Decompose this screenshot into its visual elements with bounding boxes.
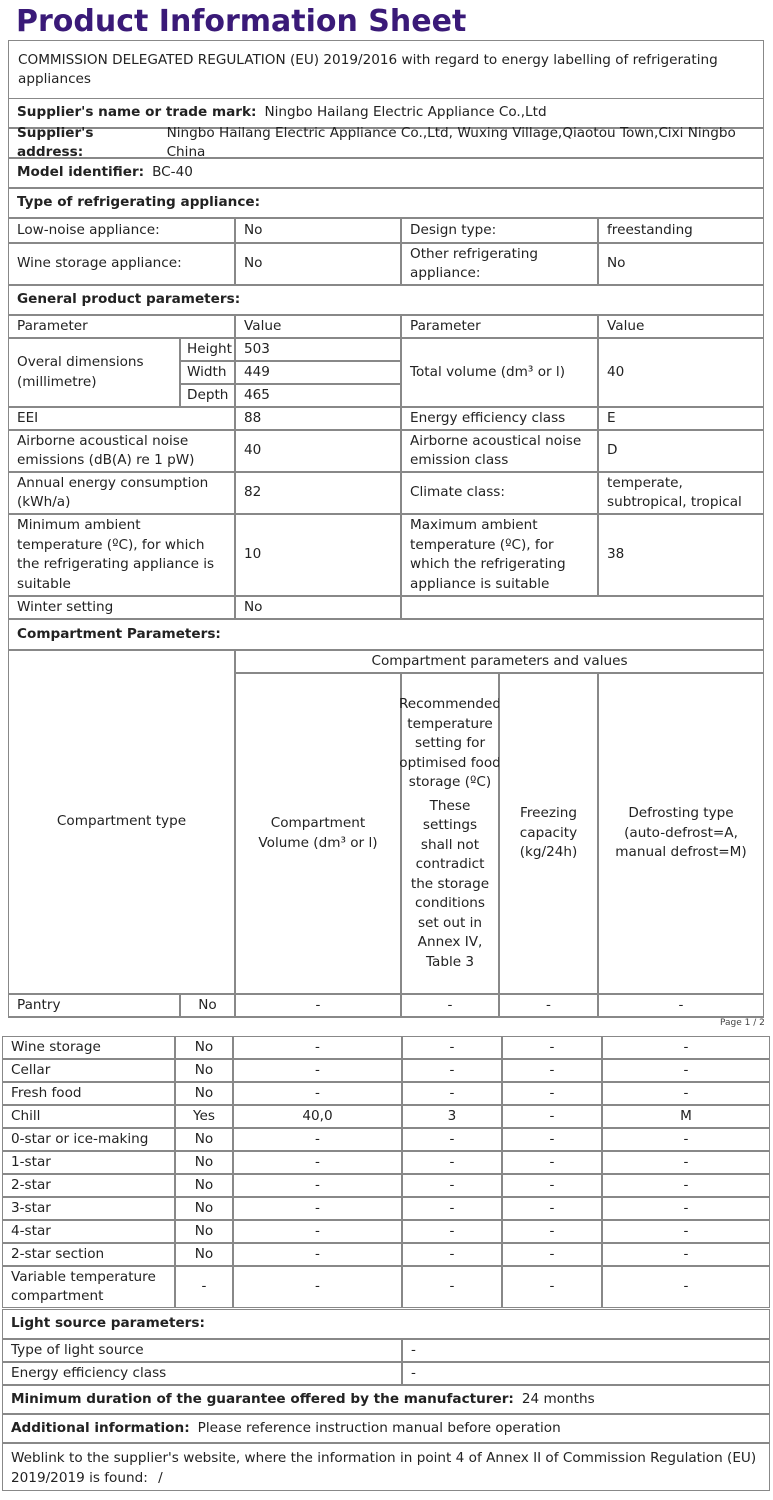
compartment-row-name: 4-star [2, 1220, 175, 1243]
compartment-row-volume: - [233, 1151, 402, 1174]
compartment-row-name: Chill [2, 1105, 175, 1128]
page-title: Product Information Sheet [16, 4, 467, 39]
light-heading: Light source parameters: [2, 1309, 770, 1339]
general-heading: General product parameters: [8, 285, 764, 315]
compartment-row-freezing: - [502, 1082, 602, 1105]
compartment-row-name: 2-star section [2, 1243, 175, 1266]
compartment-row-volume: - [233, 1220, 402, 1243]
compartment-row-defrost: - [602, 1266, 770, 1308]
compartment-row-name: Fresh food [2, 1082, 175, 1105]
guarantee-value: 24 months [521, 1390, 595, 1407]
compartment-row-temp: - [402, 1197, 502, 1220]
eei-label: EEI [8, 407, 235, 430]
compartment-row-freezing: - [502, 1197, 602, 1220]
temp-setting-header-b: These settings shall not contradict the storage conditions set out in Annex IV, Table 3 [410, 797, 490, 970]
max-temp-label: Maximum ambient temperature (ºC), for which the refrigerating appliance is suitable [401, 514, 598, 596]
compartment-row-temp: - [402, 1151, 502, 1174]
weblink-value: / [158, 1469, 163, 1486]
other-appliance-value: No [598, 243, 764, 285]
weblink-text: Weblink to the supplier's website, where the information in point 4 of Annex II of Commission Regulation (EU) 2019/2019 is found: [11, 1450, 757, 1486]
compartment-row-name: Variable temperature compartment [2, 1266, 175, 1308]
compartment-row-present: No [175, 1220, 233, 1243]
compartment-type-header: Compartment type [8, 650, 235, 994]
compartment-row-freezing: - [502, 1243, 602, 1266]
model-row [8, 158, 764, 188]
compartment-row-temp: - [402, 1036, 502, 1059]
depth-value: 465 [235, 384, 401, 407]
compartment-row-temp: 3 [402, 1105, 502, 1128]
compartment-row-present: No [175, 1197, 233, 1220]
ee-class-value: E [598, 407, 764, 430]
supplier-name-value: Ningbo Hailang Electric Appliance Co.,Ltd [264, 104, 547, 121]
ee-class-label: Energy efficiency class [401, 407, 598, 430]
compartment-row-defrost: - [602, 1174, 770, 1197]
compartment-row-present: No [180, 994, 235, 1017]
compartment-row-volume: - [233, 1197, 402, 1220]
compartment-row-temp: - [402, 1128, 502, 1151]
compartment-row-volume: - [233, 1036, 402, 1059]
compartment-row-defrost: - [602, 1197, 770, 1220]
compartment-row-temp: - [401, 994, 499, 1017]
design-type-label: Design type: [401, 218, 598, 243]
compartment-row-volume: - [233, 1082, 402, 1105]
compartment-row-defrost: - [602, 1151, 770, 1174]
compartment-row-name: Wine storage [2, 1036, 175, 1059]
compartment-row-defrost: - [598, 994, 764, 1017]
compartment-row-temp: - [402, 1243, 502, 1266]
compartment-row-defrost: - [602, 1220, 770, 1243]
additional-info-value: Please reference instruction manual before operation [197, 1419, 561, 1436]
temp-setting-header [398, 673, 502, 994]
additional-info-label: Additional information: [11, 1419, 190, 1436]
compartment-row-temp: - [402, 1082, 502, 1105]
winter-empty [401, 596, 764, 619]
compartment-row-name: 0-star or ice-making [2, 1128, 175, 1151]
total-volume-label: Total volume (dm³ or l) [401, 338, 598, 407]
design-type-value: freestanding [598, 218, 764, 243]
climate-class-value: temperate, subtropical, tropical [598, 472, 764, 514]
compartment-row-present: No [175, 1151, 233, 1174]
noise-class-value: D [598, 430, 764, 472]
compartment-row-temp: - [402, 1059, 502, 1082]
compartment-row-volume: - [233, 1243, 402, 1266]
compartment-row-temp: - [402, 1266, 502, 1308]
compartment-row-present: No [175, 1082, 233, 1105]
wine-storage-value: No [235, 243, 401, 285]
value-header: Value [235, 315, 401, 338]
width-label: Width [180, 361, 235, 384]
compartment-row-present: No [175, 1036, 233, 1059]
compartment-row-name: Pantry [8, 994, 180, 1017]
compartment-row-freezing: - [502, 1128, 602, 1151]
climate-class-label: Climate class: [401, 472, 598, 514]
param-header-2: Parameter [401, 315, 598, 338]
compartment-row-temp: - [402, 1220, 502, 1243]
compartment-row-defrost: - [602, 1243, 770, 1266]
compartment-row-present: - [175, 1266, 233, 1308]
energy-consumption-value: 82 [235, 472, 401, 514]
low-noise-label: Low-noise appliance: [8, 218, 235, 243]
supplier-address-row [8, 124, 764, 160]
eei-value: 88 [235, 407, 401, 430]
compartment-row-defrost: - [602, 1082, 770, 1105]
value-header-2: Value [598, 315, 764, 338]
compartment-row-present: No [175, 1128, 233, 1151]
compartment-row-freezing: - [502, 1266, 602, 1308]
compartment-row-volume: - [233, 1266, 402, 1308]
total-volume-value: 40 [598, 338, 764, 407]
compartment-row-freezing: - [502, 1059, 602, 1082]
light-class-label: Energy efficiency class [2, 1362, 402, 1385]
height-label: Height [180, 338, 235, 361]
winter-setting-label: Winter setting [8, 596, 235, 619]
compartment-row-freezing: - [502, 1151, 602, 1174]
compartment-row-volume: - [235, 994, 401, 1017]
winter-setting-value: No [235, 596, 401, 619]
dimensions-label: Overal dimensions (millimetre) [8, 338, 180, 407]
page-number: Page 1 / 2 [720, 1018, 765, 1028]
compartment-row-volume: - [233, 1128, 402, 1151]
compartment-row-present: No [175, 1243, 233, 1266]
light-class-value: - [402, 1362, 770, 1385]
param-header: Parameter [8, 315, 235, 338]
compartment-row-defrost: - [602, 1059, 770, 1082]
min-temp-label: Minimum ambient temperature (ºC), for which the refrigerating appliance is suitable [8, 514, 235, 596]
height-value: 503 [235, 338, 401, 361]
freezing-capacity-header: Freezing capacity (kg/24h) [499, 673, 598, 994]
min-temp-value: 10 [235, 514, 401, 596]
width-value: 449 [235, 361, 401, 384]
compartment-values-header: Compartment parameters and values [235, 650, 764, 673]
compartment-row-freezing: - [502, 1174, 602, 1197]
model-label: Model identifier: [17, 164, 145, 181]
volume-header: Compartment Volume (dm³ or l) [235, 673, 401, 994]
compartment-row-volume: 40,0 [233, 1105, 402, 1128]
noise-class-label: Airborne acoustical noise emission class [401, 430, 598, 472]
compartment-row-defrost: M [602, 1105, 770, 1128]
compartment-row-freezing: - [499, 994, 598, 1017]
defrost-type-header: Defrosting type (auto-defrost=A, manual defrost=M) [598, 673, 764, 994]
compartment-row-defrost: - [602, 1036, 770, 1059]
energy-consumption-label: Annual energy consumption (kWh/a) [8, 472, 235, 514]
compartment-row-name: 1-star [2, 1151, 175, 1174]
compartment-row-name: Cellar [2, 1059, 175, 1082]
guarantee-row [2, 1385, 770, 1414]
wine-storage-label: Wine storage appliance: [8, 243, 235, 285]
compartment-row-name: 2-star [2, 1174, 175, 1197]
supplier-address-label: Supplier's address: [17, 124, 94, 160]
compartment-row-present: No [175, 1174, 233, 1197]
temp-setting-header-a: Recommended temperature setting for optimised food storage (ºC) [398, 696, 502, 790]
supplier-address-value: Ningbo Hailang Electric Appliance Co.,Ltd, Wuxing Village,Qiaotou Town,Cixi Ningbo China [166, 124, 736, 160]
depth-label: Depth [180, 384, 235, 407]
compartment-row-temp: - [402, 1174, 502, 1197]
weblink-row [2, 1443, 770, 1491]
max-temp-value: 38 [598, 514, 764, 596]
other-appliance-label: Other refrigerating appliance: [401, 243, 598, 285]
compartment-row-freezing: - [502, 1105, 602, 1128]
compartment-heading: Compartment Parameters: [8, 619, 764, 650]
noise-label: Airborne acoustical noise emissions (dB(A) re 1 pW) [8, 430, 235, 472]
compartment-row-freezing: - [502, 1036, 602, 1059]
regulation-text: COMMISSION DELEGATED REGULATION (EU) 2019/2016 with regard to energy labelling of refrigerating appliances [18, 52, 718, 87]
compartment-row-volume: - [233, 1174, 402, 1197]
compartment-row-freezing: - [502, 1220, 602, 1243]
appliance-type-heading: Type of refrigerating appliance: [8, 188, 764, 218]
compartment-row-present: Yes [175, 1105, 233, 1128]
supplier-name-label: Supplier's name or trade mark: [17, 104, 257, 121]
compartment-row-name: 3-star [2, 1197, 175, 1220]
light-type-value: - [402, 1339, 770, 1362]
low-noise-value: No [235, 218, 401, 243]
model-value: BC-40 [152, 164, 193, 181]
noise-value: 40 [235, 430, 401, 472]
guarantee-label: Minimum duration of the guarantee offered by the manufacturer: [11, 1390, 514, 1407]
additional-info-row [2, 1414, 770, 1443]
compartment-row-present: No [175, 1059, 233, 1082]
light-type-label: Type of light source [2, 1339, 402, 1362]
compartment-row-defrost: - [602, 1128, 770, 1151]
compartment-row-volume: - [233, 1059, 402, 1082]
